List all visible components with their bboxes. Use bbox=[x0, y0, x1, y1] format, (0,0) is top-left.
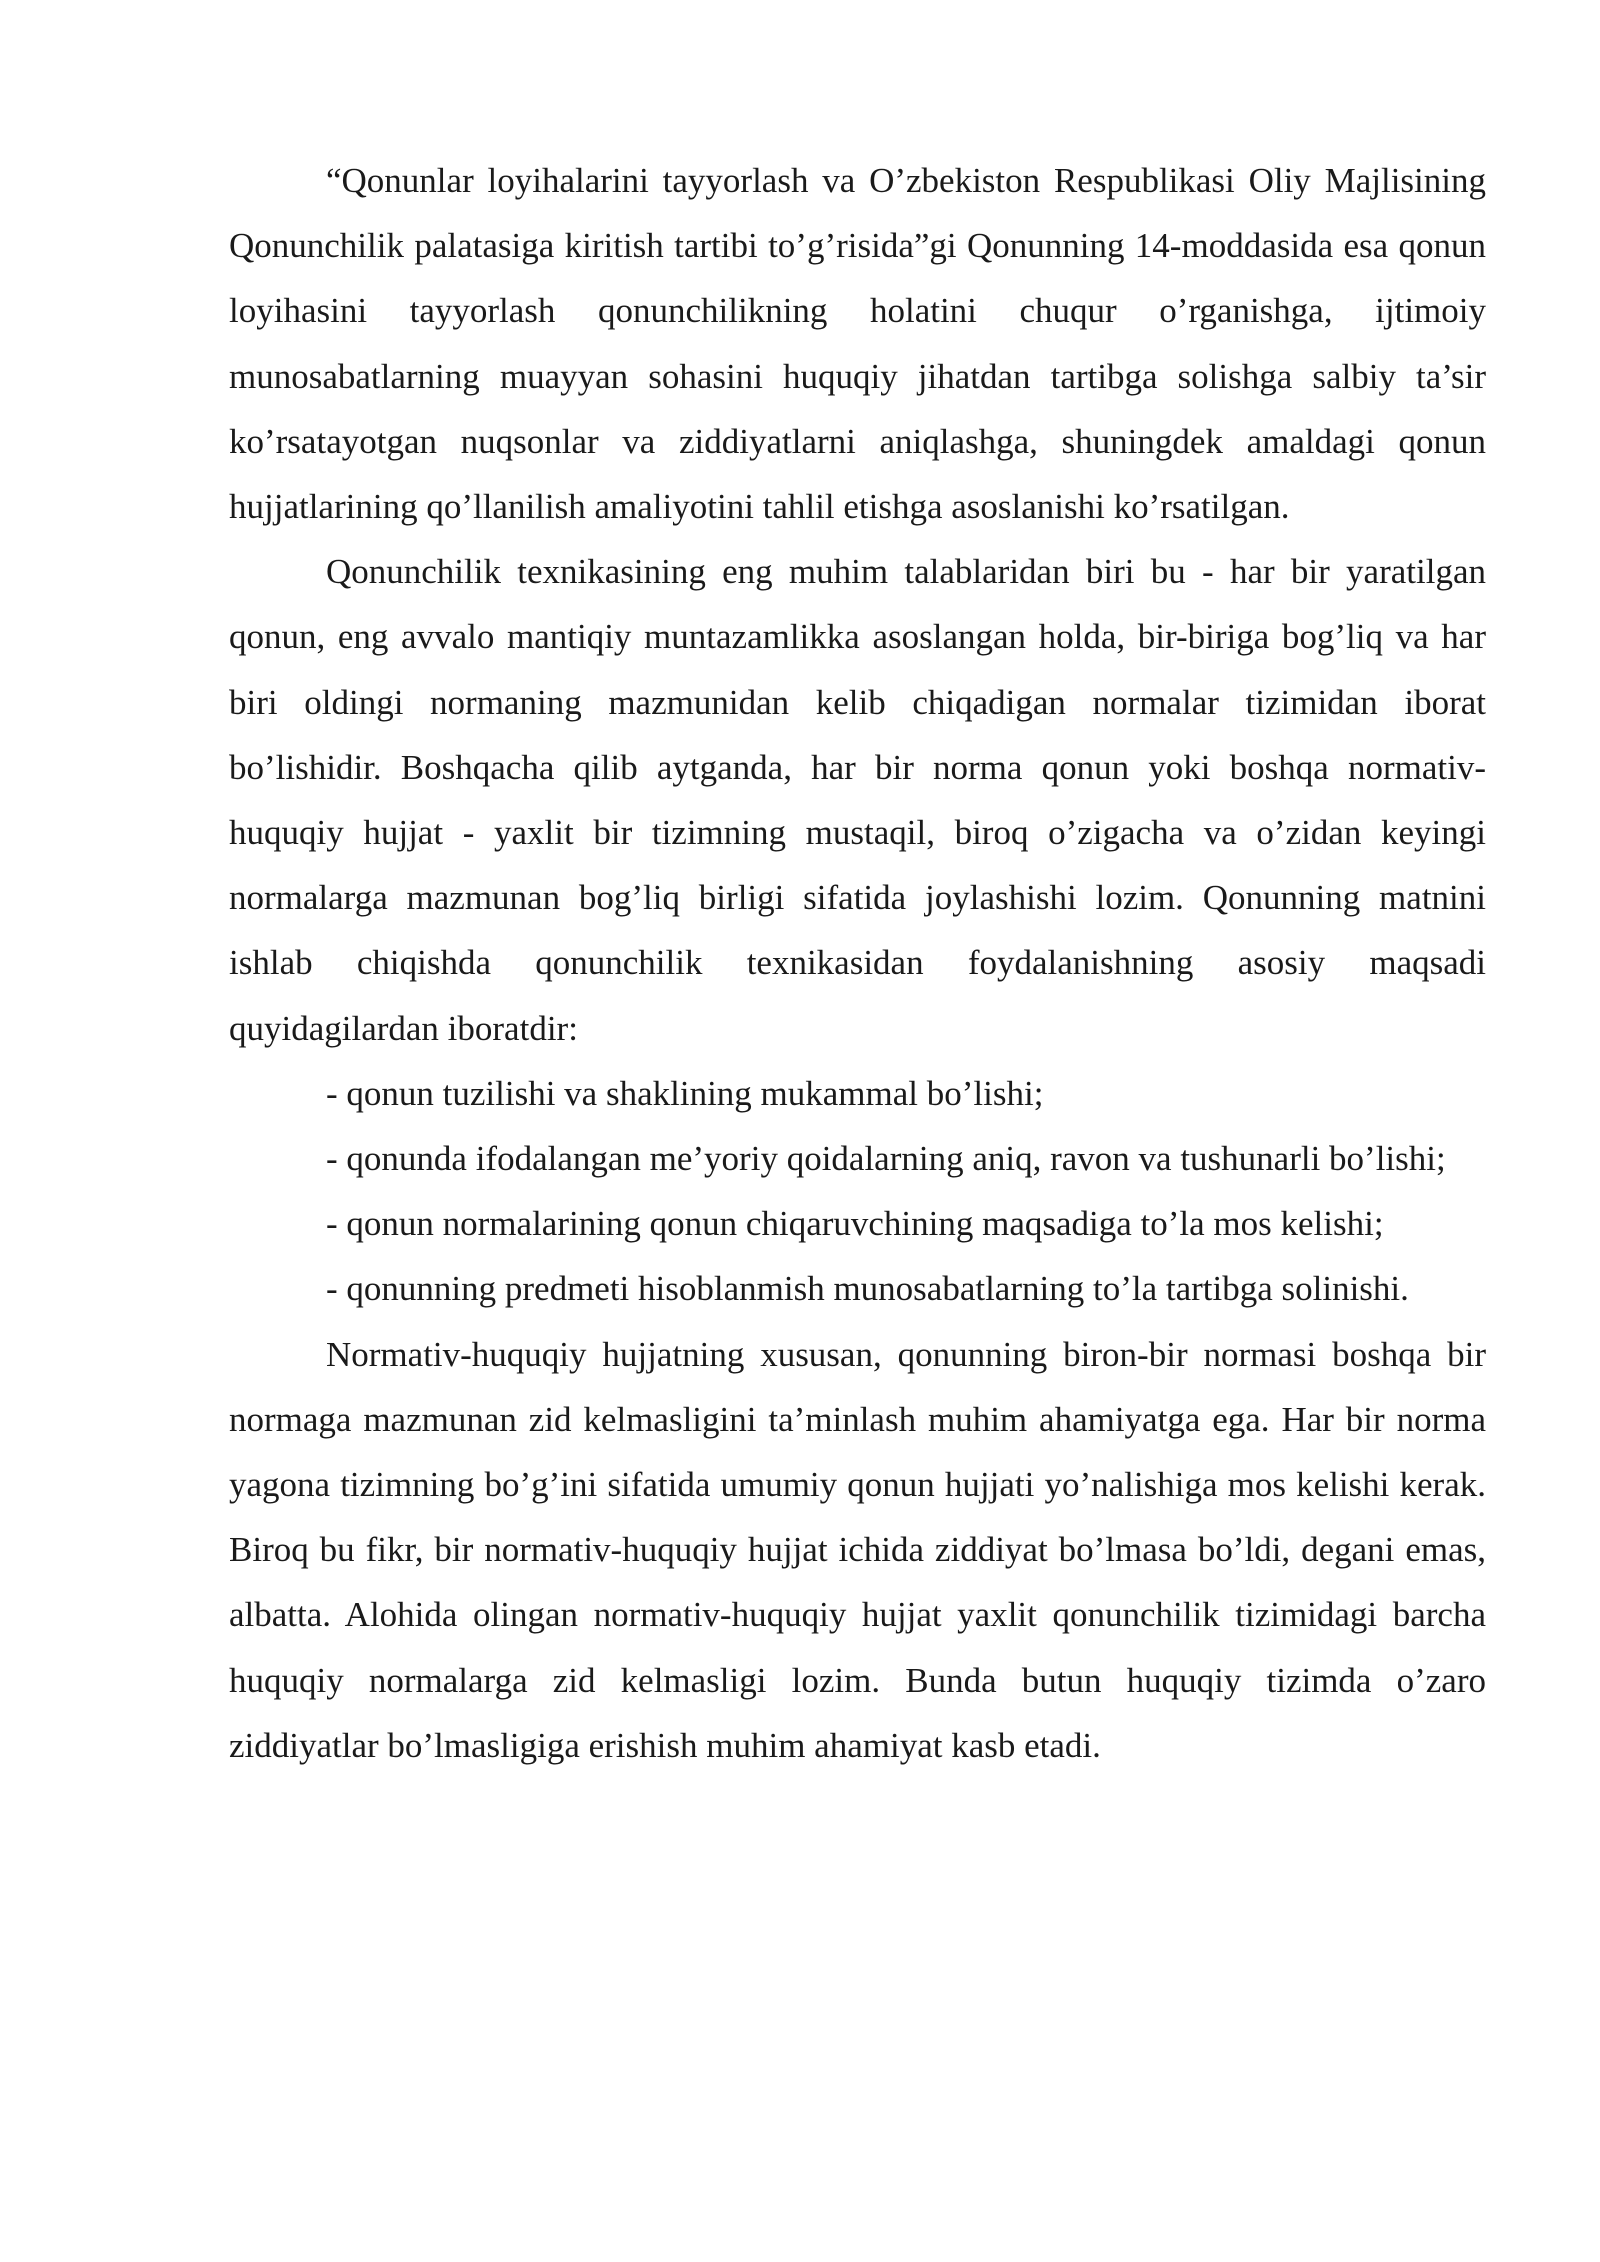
list-item-full-regulation: - qonunning predmeti hisoblanmish munosabatlarning to’la tartibga solinishi. bbox=[326, 1269, 1409, 1309]
document-body bbox=[229, 148, 1486, 1778]
paragraph-legislative-technique: Qonunchilik texnikasining eng muhim talablaridan biri bu - har bir yaratilgan qonun, eng avvalo mantiqiy muntazamlikka asoslangan holda, bir-biriga bog’liq va har biri oldingi normaning mazmunidan kelib chiqadigan normalar tizimidan iborat bo’lishidir. Boshqacha qilib aytganda, har bir norma qonun yoki boshqa normativ-huquqiy hujjat - yaxlit bir tizimning mustaqil, biroq o’zigacha va o’zidan keyingi normalarga mazmunan bog’liq birligi sifatida joylashishi lozim. Qonunning matnini ishlab chiqishda qonunchilik texnikasidan foydalanishning asosiy maqsadi quyidagilardan iboratdir: bbox=[229, 552, 1486, 1048]
list-item-structure-form: - qonun tuzilishi va shaklining mukammal bo’lishi; bbox=[326, 1073, 1044, 1113]
paragraph-norm-consistency: Normativ-huquqiy hujjatning xususan, qonunning biron-bir normasi boshqa bir normaga mazmunan zid kelmasligini ta’minlash muhim ahamiyatga ega. Har bir norma yagona tizimning bo’g’ini sifatida umumiy qonun hujjati yo’nalishiga mos kelishi kerak. Biroq bu fikr, bir normativ-huquqiy hujjat ichida ziddiyat bo’lmasa bo’ldi, degani emas, albatta. Alohida olingan normativ-huquqiy hujjat yaxlit qonunchilik tizimidagi barcha huquqiy normalarga zid kelmasligi lozim. Bunda butun huquqiy tizimda o’zaro ziddiyatlar bo’lmasligiga erishish muhim ahamiyat kasb etadi. bbox=[229, 1334, 1486, 1765]
paragraph-law-article-14: “Qonunlar loyihalarini tayyorlash va O’zbekiston Respublikasi Oliy Majlisining Qonunchilik palatasiga kiritish tartibi to’g’risida”gi Qonunning 14-moddasida esa qonun loyihasini tayyorlash qonunchilikning holatini chuqur o’rganishga, ijtimoiy munosabatlarning muayyan sohasini huquqiy jihatdan tartibga solishga salbiy ta’sir ko’rsatayotgan nuqsonlar va ziddiyatlarni aniqlashga, shuningdek amaldagi qonun hujjatlarining qo’llanilish amaliyotini tahlil etishga asoslanishi ko’rsatilgan. bbox=[229, 161, 1486, 527]
list-item-legislator-purpose: - qonun normalarining qonun chiqaruvchining maqsadiga to’la mos kelishi; bbox=[326, 1204, 1384, 1244]
list-item-clear-rules: - qonunda ifodalangan me’yoriy qoidalarning aniq, ravon va tushunarli bo’lishi; bbox=[326, 1139, 1446, 1179]
